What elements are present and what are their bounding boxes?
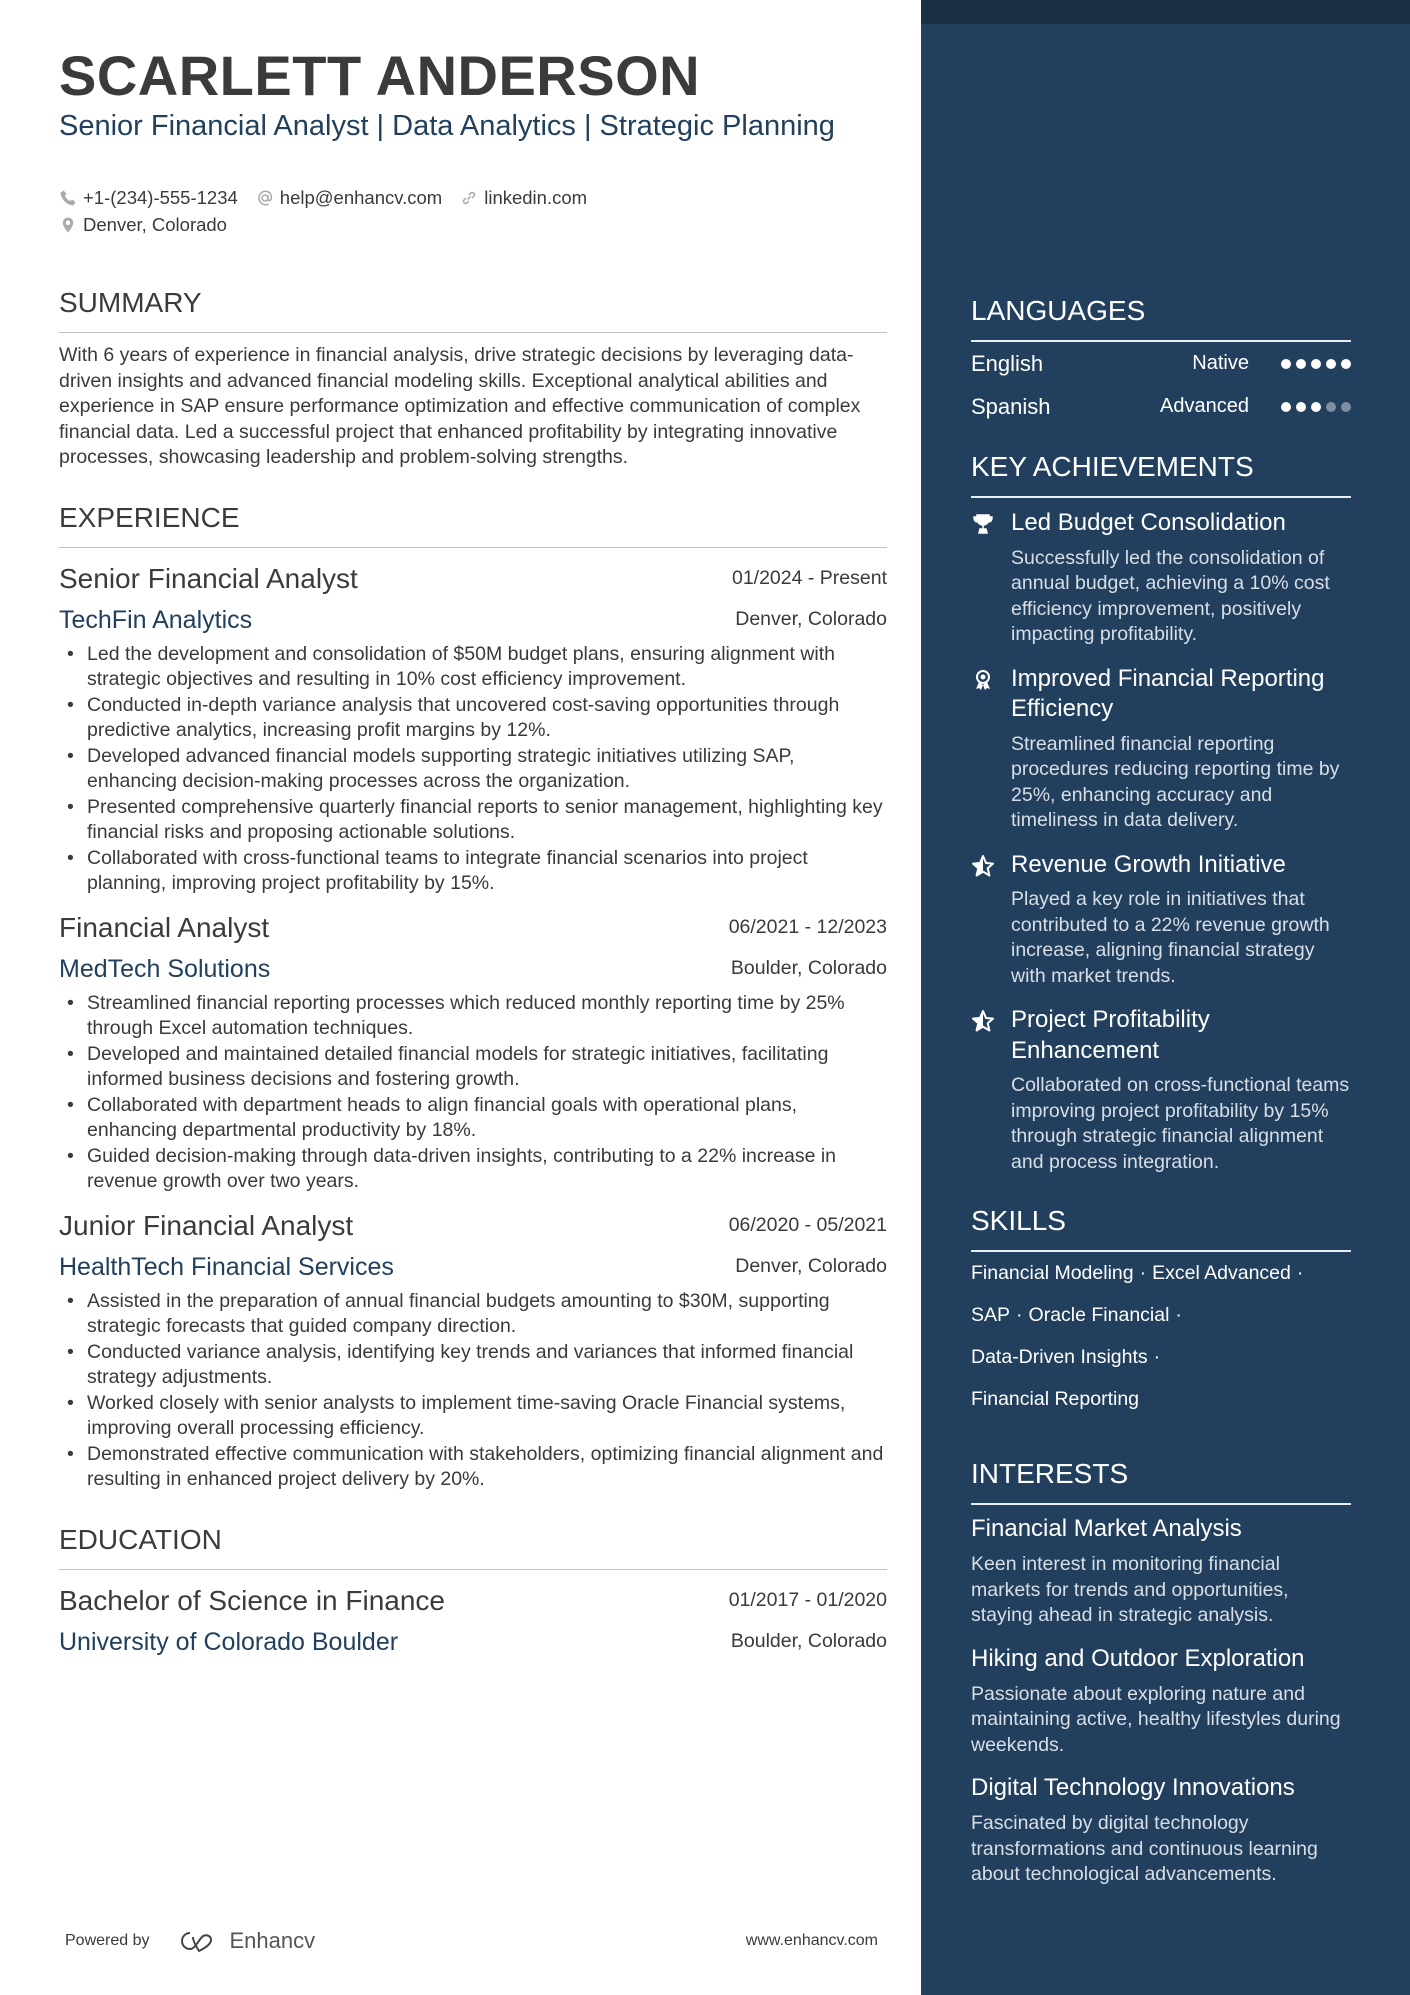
phone-contact [59, 184, 238, 211]
sidebar [921, 0, 1410, 1995]
proficiency-dot [1311, 402, 1321, 412]
phone-icon [59, 189, 77, 207]
achievement-item [971, 850, 1351, 990]
linkedin-contact[interactable] [460, 184, 587, 211]
bullet-item: • Presented comprehensive quarterly financial reports to senior management, highlighting key financial risks and proposing actionable solutions. [59, 795, 887, 846]
job-entry [59, 1209, 887, 1493]
bullet-item: • Developed advanced financial models supporting strategic initiatives utilizing SAP, enhancing decision-making processes across the organization. [59, 744, 887, 795]
bullet-item: • Guided decision-making through data-driven insights, contributing to a 22% increase in revenue growth over two years. [59, 1144, 887, 1195]
separator: · [1296, 1261, 1304, 1284]
sidebar-top-band [921, 0, 1410, 24]
bullet-item: • Collaborated with department heads to align financial goals with operational plans, enhancing departmental productivity by 18%. [59, 1093, 887, 1144]
job-location: Denver, Colorado [735, 608, 887, 630]
company-name: MedTech Solutions [59, 954, 271, 983]
job-title: Senior Financial Analyst [59, 562, 358, 594]
separator: · [1153, 1345, 1161, 1368]
bullet-item: • Assisted in the preparation of annual financial budgets amounting to $30M, supporting strategic forecasts that guided company direction. [59, 1289, 887, 1340]
brand-name: Enhancv [229, 1928, 316, 1953]
proficiency-dot [1296, 402, 1306, 412]
achievement-item [971, 508, 1351, 648]
bullet-item: • Developed and maintained detailed financial models for strategic initiatives, facilitating informed business decisions and fostering growth. [59, 1042, 887, 1093]
achievement-item [971, 1005, 1351, 1175]
job-bullets [59, 1289, 887, 1493]
job-title: Financial Analyst [59, 911, 270, 943]
experience-section [59, 501, 887, 1493]
achievement-description: Successfully led the consolidation of annual budget, achieving a 10% cost efficiency improvement, positively impacting profitability. [1011, 546, 1330, 645]
section-heading: SUMMARY [59, 286, 887, 333]
education-entry [59, 1584, 887, 1658]
skill: Excel Advanced [1152, 1261, 1291, 1284]
achievement-description: Collaborated on cross-functional teams improving project profitability by 15% through strategic financial alignment and process integration. [1011, 1074, 1350, 1173]
skill: Oracle Financial [1028, 1303, 1170, 1326]
main-column [59, 0, 887, 1658]
education-section [59, 1523, 887, 1658]
language-row [971, 342, 1351, 385]
bullet-item: • Conducted variance analysis, identifying key trends and variances that informed financial strategy adjustments. [59, 1340, 887, 1391]
interest-title: Hiking and Outdoor Exploration [971, 1644, 1305, 1672]
footer [65, 1928, 878, 1954]
proficiency-dot [1326, 359, 1336, 369]
interest-title: Digital Technology Innovations [971, 1774, 1295, 1801]
achievement-title: Led Budget Consolidation [1011, 509, 1286, 536]
award-icon [971, 668, 995, 692]
interest-item [971, 1514, 1351, 1629]
achievement-title: Project Profitability Enhancement [1011, 1006, 1210, 1064]
section-heading: LANGUAGES [971, 294, 1351, 342]
bullet-item: • Demonstrated effective communication with stakeholders, optimizing financial alignment and resulting in enhanced project delivery by 20%. [59, 1442, 887, 1493]
separator: · [1139, 1261, 1147, 1284]
language-level: Advanced [1160, 395, 1249, 417]
language-row [971, 385, 1351, 428]
bullet-item: • Led the development and consolidation of $50M budget plans, ensuring alignment with strategic objectives and resulting in 10% cost efficiency improvement. [59, 642, 887, 693]
skill: Data-Driven Insights [971, 1345, 1148, 1368]
proficiency-dot [1341, 359, 1351, 369]
school: University of Colorado Boulder [59, 1627, 399, 1656]
bullet-item: • Conducted in-depth variance analysis that uncovered cost-saving opportunities through predictive analytics, increasing profit margins by 12%. [59, 693, 887, 744]
proficiency-dot [1281, 402, 1291, 412]
bullet-item: • Streamlined financial reporting processes which reduced monthly reporting time by 25% through Excel automation techniques. [59, 991, 887, 1042]
achievement-description: Played a key role in initiatives that contributed to a 22% revenue growth increase, aligning financial strategy with market trends. [1011, 888, 1330, 987]
proficiency-dots [1281, 359, 1351, 369]
skill: Financial Reporting [971, 1387, 1140, 1410]
achievement-description: Streamlined financial reporting procedures reducing reporting time by 25%, enhancing accuracy and timeliness in data delivery. [1011, 732, 1340, 831]
separator: · [1175, 1303, 1182, 1326]
powered-by-label: Powered by [65, 1932, 150, 1949]
interest-description: Fascinated by digital technology transformations and continuous learning about technological advancements. [971, 1812, 1318, 1885]
job-location: Boulder, Colorado [730, 957, 887, 979]
language-level: Native [1192, 352, 1249, 374]
section-heading: SKILLS [971, 1204, 1351, 1252]
interest-description: Passionate about exploring nature and maintaining active, healthy lifestyles during weekends. [971, 1682, 1341, 1756]
phone-text: +1-(234)-555-1234 [83, 187, 238, 208]
language-name: English [971, 350, 1044, 376]
company-name: TechFin Analytics [59, 605, 253, 634]
achievement-title: Improved Financial Reporting Efficiency [1011, 664, 1325, 722]
link-text: linkedin.com [484, 187, 588, 208]
email-text: help@enhancv.com [279, 187, 443, 208]
candidate-subtitle: Senior Financial Analyst | Data Analytics | Strategic Planning [59, 110, 835, 142]
section-heading: EXPERIENCE [59, 501, 887, 548]
section-heading: KEY ACHIEVEMENTS [971, 450, 1351, 498]
candidate-name: SCARLETT ANDERSON [59, 44, 701, 107]
proficiency-dot [1296, 359, 1306, 369]
job-bullets [59, 642, 887, 897]
location-pin-icon [59, 216, 77, 234]
job-dates: 06/2020 - 05/2021 [728, 1214, 887, 1236]
proficiency-dot [1326, 402, 1336, 412]
star-half-icon [971, 854, 995, 878]
section-heading: EDUCATION [59, 1523, 887, 1570]
location-text: Denver, Colorado [83, 214, 227, 235]
location-contact [59, 211, 227, 238]
interest-description: Keen interest in monitoring financial markets for trends and opportunities, staying ahead in strategic analysis. [971, 1553, 1289, 1626]
achievement-title: Revenue Growth Initiative [1011, 850, 1286, 878]
bullet-item: • Collaborated with cross-functional teams to integrate financial scenarios into project planning, improving project profitability by 15%. [59, 846, 887, 897]
achievement-item [971, 664, 1351, 834]
education-location: Boulder, Colorado [730, 1630, 887, 1652]
proficiency-dot [1311, 359, 1321, 369]
job-bullets [59, 991, 887, 1195]
job-dates: 06/2021 - 12/2023 [728, 916, 887, 938]
email-contact[interactable] [256, 184, 442, 211]
trophy-icon [971, 512, 995, 536]
summary-section [59, 286, 887, 471]
language-name: Spanish [971, 393, 1051, 419]
job-entry [59, 562, 887, 897]
proficiency-dot [1341, 402, 1351, 412]
contact-info [59, 184, 887, 238]
degree: Bachelor of Science in Finance [59, 1584, 445, 1616]
enhancv-logo[interactable] [176, 1928, 316, 1954]
section-heading: INTERESTS [971, 1457, 1351, 1505]
skill: SAP [971, 1303, 1011, 1326]
interest-item [971, 1644, 1351, 1759]
bullet-item: • Worked closely with senior analysts to implement time-saving Oracle Financial systems, improving overall processing efficiency. [59, 1391, 887, 1442]
proficiency-dots [1281, 402, 1351, 412]
education-dates: 01/2017 - 01/2020 [728, 1589, 887, 1611]
interest-title: Financial Market Analysis [971, 1515, 1242, 1542]
job-entry [59, 911, 887, 1195]
job-location: Denver, Colorado [735, 1255, 887, 1277]
link-icon [460, 189, 478, 207]
company-name: HealthTech Financial Services [59, 1252, 394, 1281]
separator: · [1016, 1303, 1023, 1326]
at-icon [256, 189, 274, 207]
interest-item [971, 1773, 1351, 1888]
proficiency-dot [1281, 359, 1291, 369]
skills-list [971, 1252, 1351, 1420]
summary-text: With 6 years of experience in financial analysis, drive strategic decisions by leveraging data-driven insights and advanced financial modeling skills. Exceptional analytical abilities and experience in SAP ensure performance optimization and effective communication of complex financial data. Led a successful project that enhanced profitability by integrating innovative processes, showcasing leadership and problem-solving strengths. [59, 344, 861, 468]
star-half-icon [971, 1009, 995, 1033]
footer-url[interactable]: www.enhancv.com [745, 1932, 878, 1949]
enhancv-logo-icon [176, 1929, 222, 1953]
skill: Financial Modeling [971, 1261, 1134, 1284]
job-dates: 01/2024 - Present [731, 567, 887, 589]
job-title: Junior Financial Analyst [59, 1209, 354, 1241]
